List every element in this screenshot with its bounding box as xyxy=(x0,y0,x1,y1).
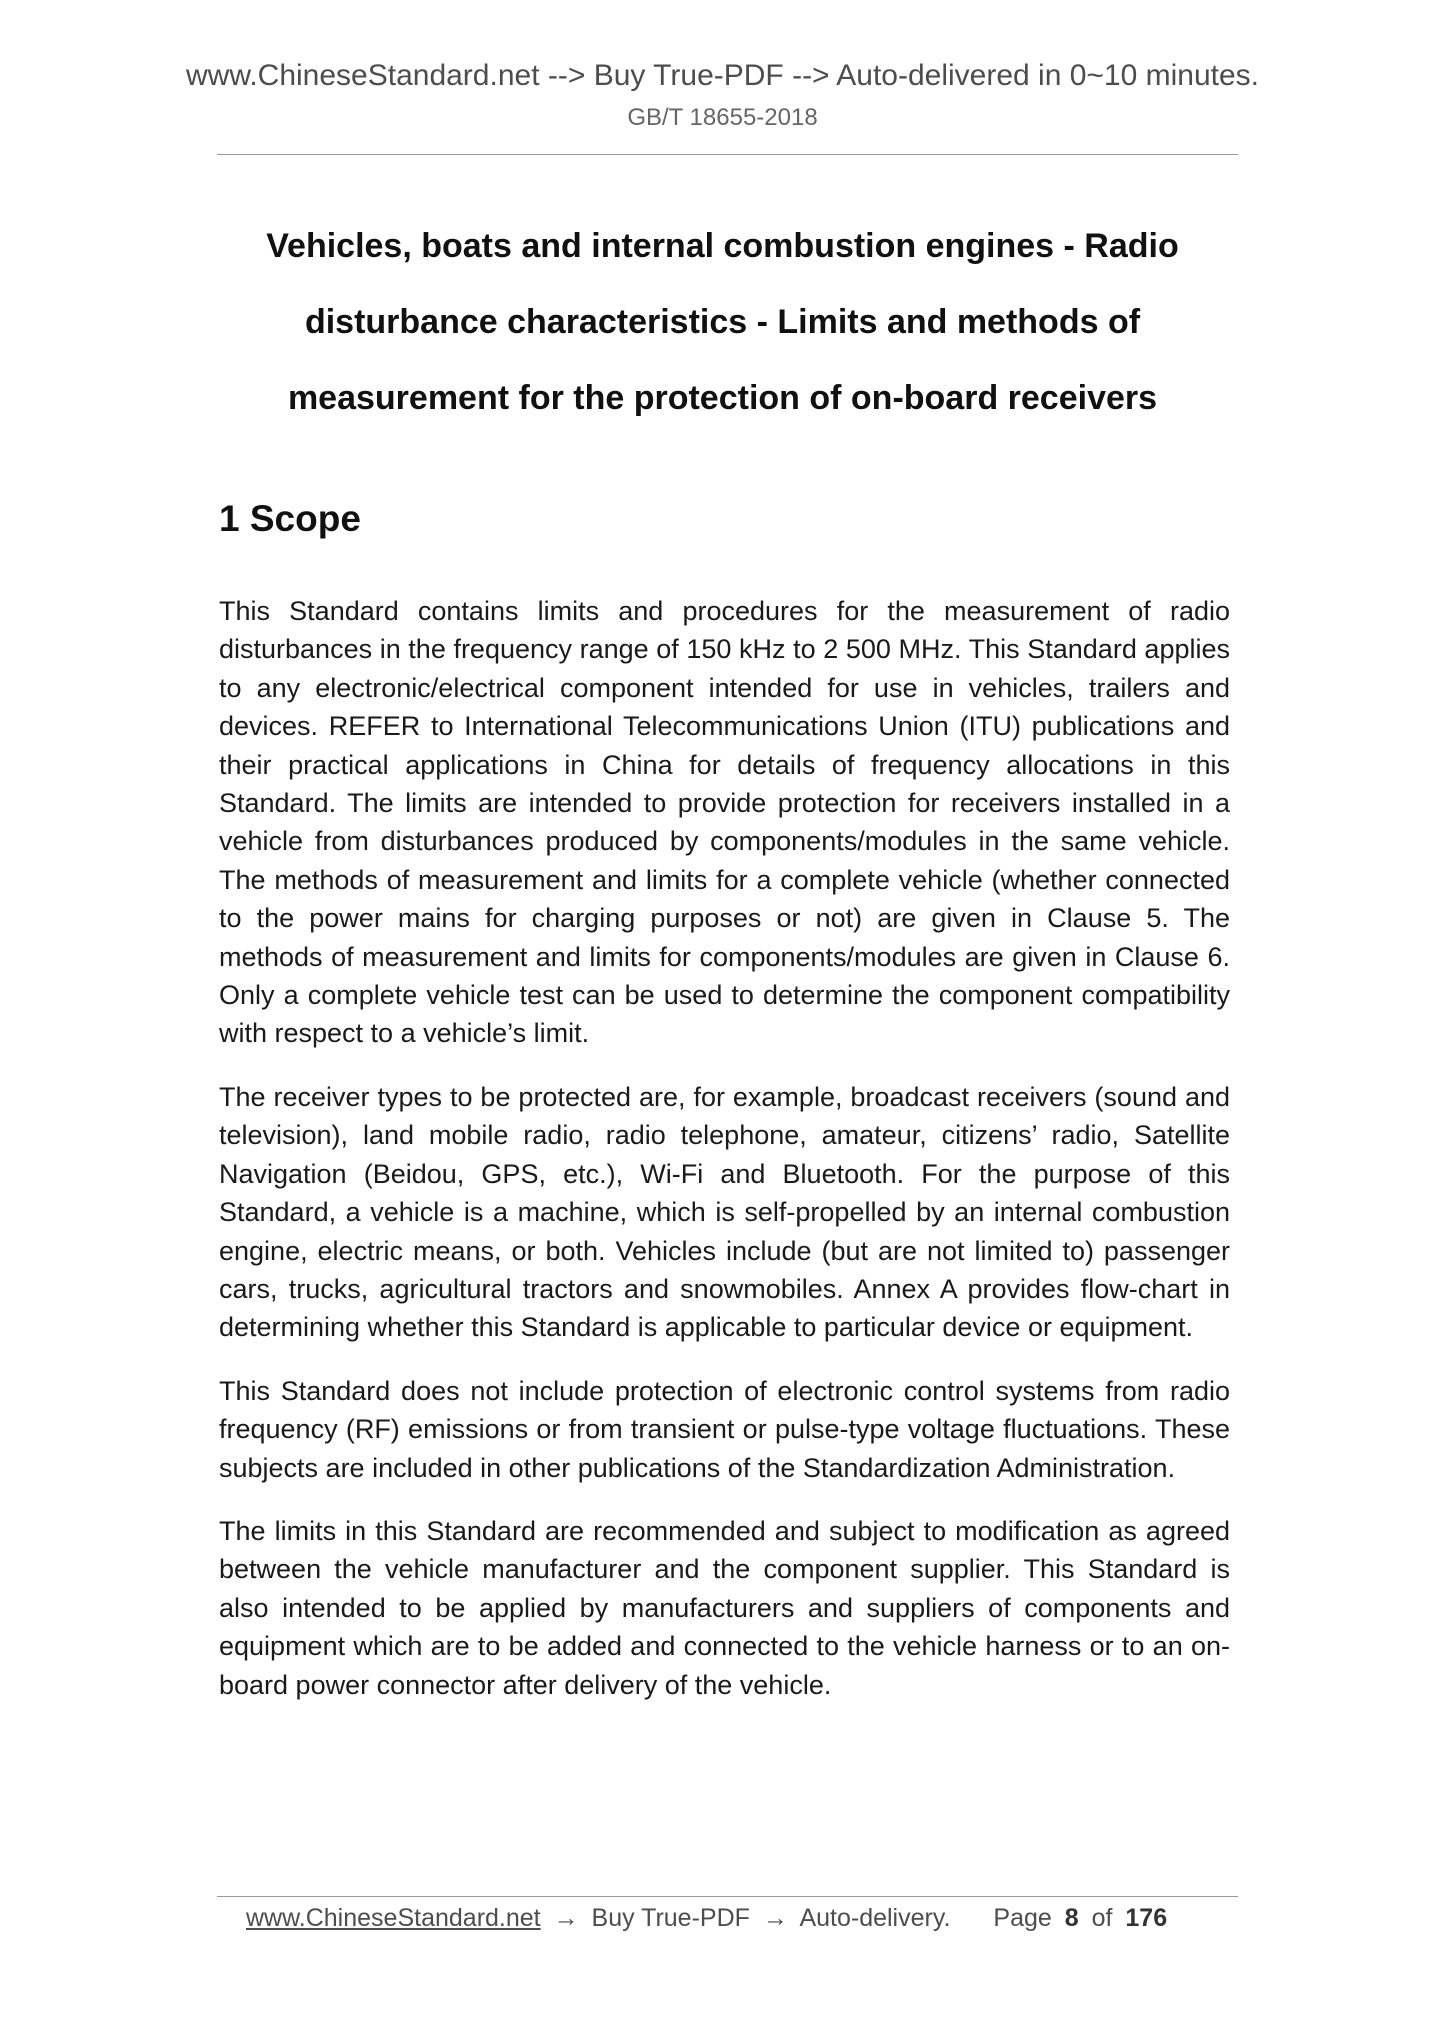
page-total: 176 xyxy=(1125,1904,1168,1932)
section-body xyxy=(219,592,1230,1729)
page-footer xyxy=(246,1901,1226,1935)
page-indicator xyxy=(993,1904,1173,1932)
paragraph-1: This Standard contains limits and procedures for the measurement of radio disturbances in the frequency range of 150 kHz to 2 500 MHz. This Standard applies to any electronic/electrical component intended for use in vehicles, trailers and devices. REFER to International Telecommunications Union (ITU) publications and their practical applications in China for details of frequency allocations in this Standard. The limits are intended to provide protection for receivers installed in a vehicle from disturbances produced by components/modules in the same vehicle. The methods of measurement and limits for a complete vehicle (whether connected to the power mains for charging purposes or not) are given in Clause 5. The methods of measurement and limits for components/modules are given in Clause 6. Only a complete vehicle test can be used to determine the component compatibility with respect to a vehicle’s limit. xyxy=(219,596,1230,1049)
right-arrow-icon: → xyxy=(762,1904,788,1932)
document-title: Vehicles, boats and internal combustion engines - Radio disturbance characteristics - Limits and methods of measurement for the protection of on-board receivers xyxy=(266,227,1179,417)
page-current: 8 xyxy=(1064,1904,1079,1932)
document-id: GB/T 18655-2018 xyxy=(627,104,818,131)
footer-buy-text: Buy True-PDF xyxy=(591,1904,750,1932)
paragraph-3: This Standard does not include protection of electronic control systems from radio frequency (RF) emissions or from transient or pulse-type voltage fluctuations. These subjects are included in other publications of the Standardization Administration. xyxy=(219,1375,1230,1483)
header-banner: www.ChineseStandard.net --> Buy True-PDF --> Auto-delivered in 0~10 minutes. xyxy=(185,59,1260,92)
header-divider xyxy=(217,154,1238,155)
section-heading: 1 Scope xyxy=(219,498,361,539)
page-of-label: of xyxy=(1091,1904,1113,1932)
footer-site-link[interactable]: www.ChineseStandard.net xyxy=(246,1904,541,1932)
paragraph-2: The receiver types to be protected are, for example, broadcast receivers (sound and television), land mobile radio, radio telephone, amateur, citizens’ radio, Satellite Navigation (Beidou, GPS, etc.), Wi-Fi and Bluetooth. For the purpose of this Standard, a vehicle is a machine, which is self-propelled by an internal combustion engine, electric means, or both. Vehicles include (but are not limited to) passenger cars, trucks, agricultural tractors and snowmobiles. Annex A provides flow-chart in determining whether this Standard is applicable to particular device or equipment. xyxy=(219,1081,1230,1343)
footer-delivery-text: Auto-delivery. xyxy=(799,1904,951,1932)
page-label: Page xyxy=(993,1904,1052,1932)
right-arrow-icon: → xyxy=(553,1904,579,1932)
footer-divider xyxy=(217,1896,1238,1897)
paragraph-4: The limits in this Standard are recommended and subject to modification as agreed between the vehicle manufacturer and the component supplier. This Standard is also intended to be applied by manufacturers and suppliers of components and equipment which are to be added and connected to the vehicle harness or to an on-board power connector after delivery of the vehicle. xyxy=(219,1515,1230,1700)
